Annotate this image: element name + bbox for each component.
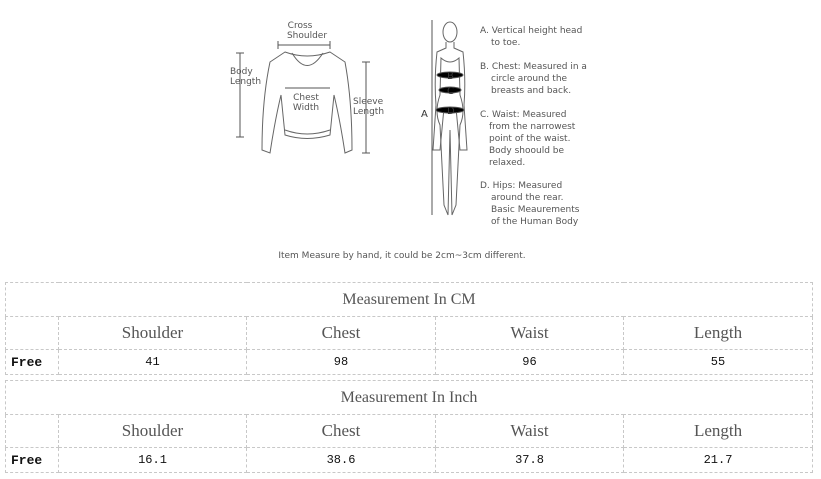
inch-header-length: Length: [624, 415, 813, 448]
note-d-line3: Basic Meaurements: [491, 205, 580, 215]
chest-width-label-1: Chest: [293, 93, 319, 103]
cm-value-waist: 96: [436, 350, 624, 375]
inch-value-length: 21.7: [624, 448, 813, 473]
cm-header-empty: [6, 317, 59, 350]
body-letter-c: C: [447, 86, 454, 97]
cm-table-title: Measurement In CM: [6, 283, 813, 317]
note-d-line2: around the rear.: [491, 193, 564, 203]
cross-shoulder-label-1: Cross: [287, 21, 313, 31]
note-c-line2: from the narrowest: [489, 122, 576, 132]
note-c-line4: Body shoould be: [489, 146, 565, 156]
inch-value-waist: 37.8: [436, 448, 624, 473]
cm-measurement-table: [5, 282, 813, 375]
note-a-line1: A. Vertical height head: [480, 26, 583, 36]
note-b-line3: breasts and back.: [491, 86, 572, 96]
cm-header-waist: Waist: [436, 317, 624, 350]
measure-footnote: Item Measure by hand, it could be 2cm~3cm different.: [278, 251, 526, 261]
cm-header-length: Length: [624, 317, 813, 350]
body-length-label-1: Body: [230, 67, 253, 77]
inch-row-label: Free: [6, 448, 59, 473]
body-letter-d: D: [447, 106, 455, 117]
note-c-line1: C. Waist: Measured: [480, 110, 567, 120]
note-b-line1: B. Chest: Measured in a: [480, 62, 587, 72]
inch-header-chest: Chest: [247, 415, 436, 448]
inch-table-title: Measurement In Inch: [6, 381, 813, 415]
chest-width-label-2: Width: [292, 103, 320, 113]
cm-value-shoulder: 41: [59, 350, 247, 375]
note-b-line2: circle around the: [491, 74, 568, 84]
body-length-label-2: Length: [230, 77, 262, 87]
cm-header-chest: Chest: [247, 317, 436, 350]
cross-shoulder-label-2: Shoulder: [286, 31, 328, 41]
cm-row-label: Free: [6, 350, 59, 375]
note-c-line5: relaxed.: [489, 158, 526, 168]
inch-value-shoulder: 16.1: [59, 448, 247, 473]
measurement-notes: [480, 26, 587, 227]
body-letter-b: B: [447, 71, 454, 82]
inch-header-waist: Waist: [436, 415, 624, 448]
sleeve-length-label-1: Sleeve: [353, 97, 384, 107]
note-c-line3: point of the waist.: [489, 134, 571, 144]
inch-measurement-table: [5, 380, 813, 473]
note-a-line2: to toe.: [491, 38, 521, 48]
cm-value-length: 55: [624, 350, 813, 375]
note-d-line1: D. Hips: Measured: [480, 181, 563, 191]
body-letter-a: A: [421, 109, 428, 120]
inch-header-shoulder: Shoulder: [59, 415, 247, 448]
sleeve-length-label-2: Length: [353, 107, 385, 117]
cm-header-shoulder: Shoulder: [59, 317, 247, 350]
note-d-line4: of the Human Body: [491, 217, 579, 227]
inch-value-chest: 38.6: [247, 448, 436, 473]
cm-value-chest: 98: [247, 350, 436, 375]
inch-header-empty: [6, 415, 59, 448]
body-figure: [433, 22, 467, 215]
body-measure-lines: [432, 20, 464, 215]
